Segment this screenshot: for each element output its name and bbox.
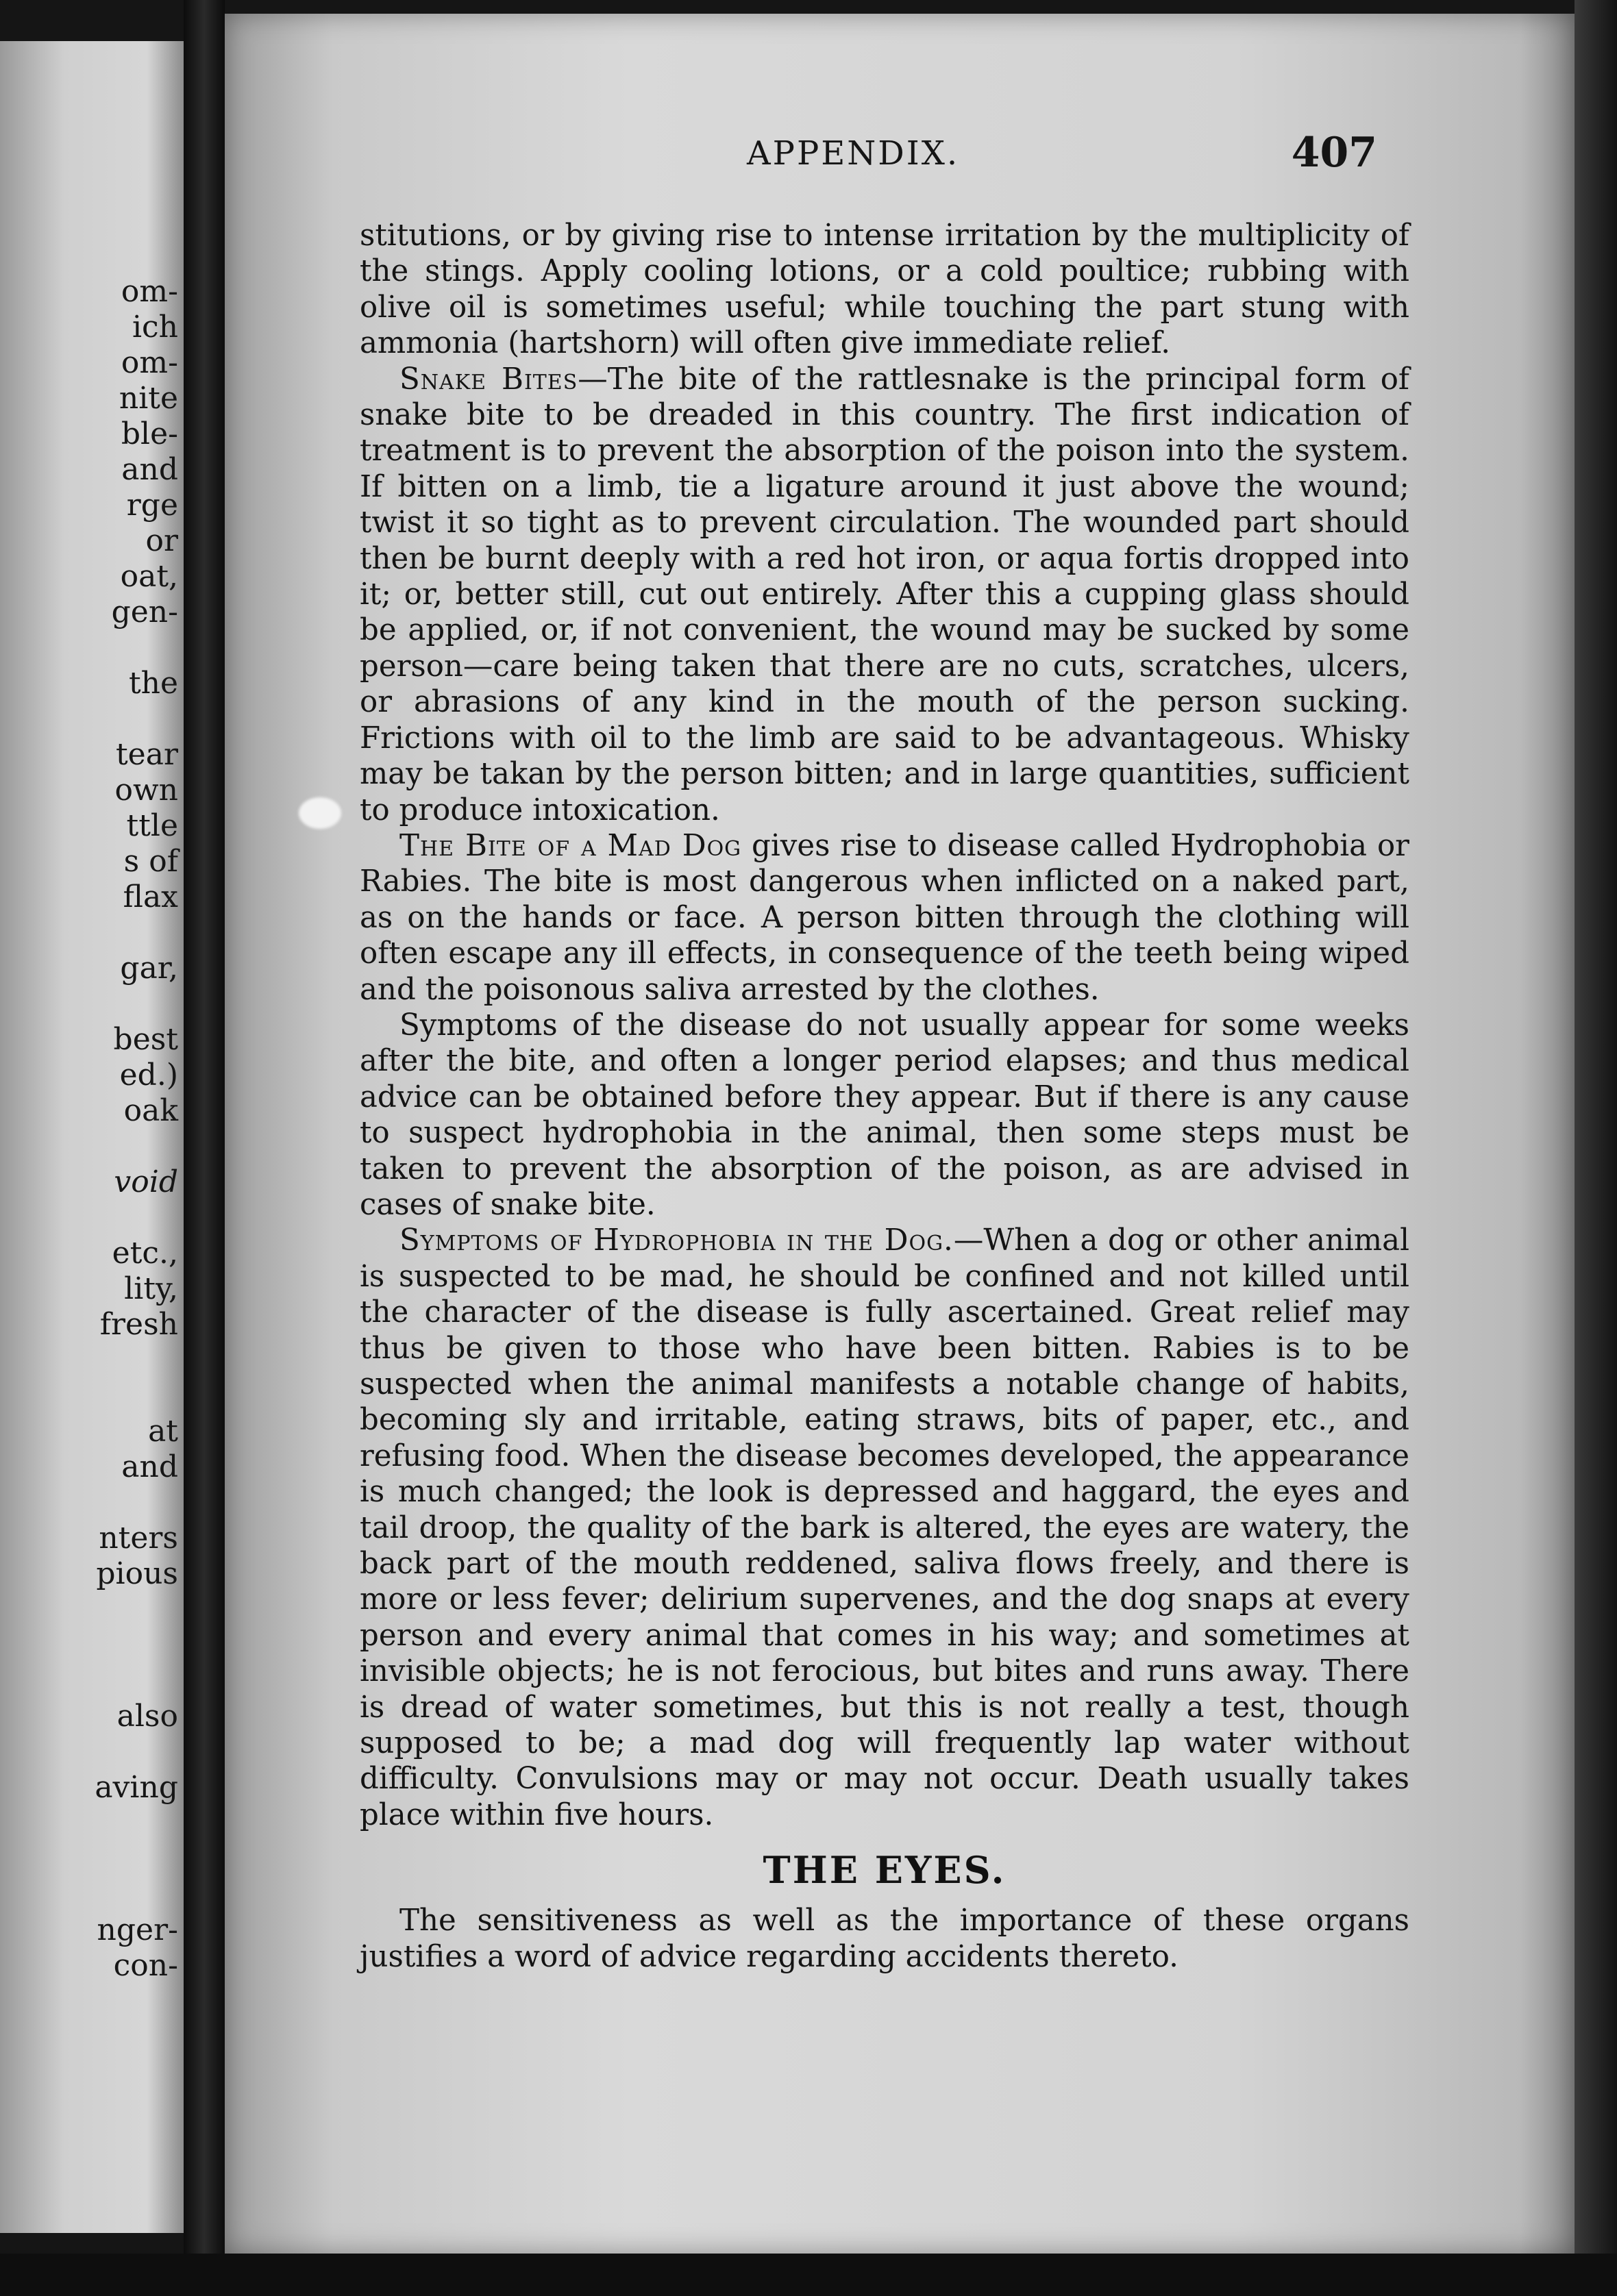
left-page-fragment: aving	[95, 1770, 178, 1805]
left-page-fragment: own	[114, 773, 178, 808]
bottom-page-edge	[0, 2254, 1617, 2296]
hydrophobia-heading: Symptoms of Hydrophobia in the Dog.	[399, 1223, 954, 1258]
paragraph-insect-stings: stitutions, or by giving rise to intense irritation by the multiplicity of the stings. Apply cooling lotions, or a cold poultice; rubbing with olive oil is sometimes useful; while touching the part stung with ammonia (hartshorn) will often give immediate relief.	[360, 219, 1409, 361]
left-page-fragment: om-	[121, 274, 178, 309]
left-page-fragment: ed.)	[119, 1058, 178, 1093]
left-page-fragment: con-	[113, 1948, 178, 1983]
paper-stain	[299, 797, 341, 829]
left-page-fragment: ble-	[121, 416, 178, 451]
page-text	[360, 218, 1409, 1975]
paragraph-eyes: The sensitiveness as well as the importance of these organs justifies a word of advice regarding accidents thereto.	[360, 1904, 1409, 1974]
left-page-fragment: ich	[132, 310, 178, 345]
mad-dog-text: gives rise to disease called Hydrophobia or Rabies. The bite is most dangerous when inflicted on a naked part, as on the hands or face. A person bitten through the clothing will often escape any ill effects, in consequence of the teeth being wiped and the poisonous saliva arrested by the clothes.	[360, 828, 1409, 1007]
paragraph-hydrophobia-dog	[360, 1223, 1409, 1833]
left-page-fragment: nite	[119, 381, 178, 416]
right-page-edge	[1575, 0, 1617, 2296]
left-page-fragment: void	[114, 1164, 178, 1199]
page-number: 407	[1291, 129, 1377, 177]
left-page-fragment: or	[145, 523, 178, 558]
left-page-fragment: gar,	[120, 951, 178, 986]
left-page-fragment: tear	[116, 737, 178, 772]
snake-bites-heading: Snake Bites	[399, 362, 578, 397]
paragraph-snake-bites	[360, 362, 1409, 828]
left-page-fragment: ttle	[126, 808, 178, 843]
left-page-fragment: pious	[96, 1556, 178, 1591]
left-page-fragment: rge	[126, 488, 178, 523]
snake-bites-text: —The bite of the rattlesnake is the principal form of snake bite to be dreaded in this country. The first indication of treatment is to prevent the absorption of the poison into the system. If bitten on a limb, tie a ligature around it just above the wound; twist it so tight as to prevent circulation. The wounded part should then be burnt deeply with a red hot iron, or aqua fortis dropped into it; or, better still, cut out entirely. After this a cupping glass should be applied, or, if not convenient, the wound may be sucked by some person—care being taken that there are no cuts, scratches, ulcers, or abrasions of any kind in the mouth of the person sucking. Frictions with oil to the limb are said to be advantageous. Whisky may be takan by the person bitten; and in large quantities, sufficient to produce intoxication.	[360, 362, 1409, 827]
left-page-fragment: and	[121, 452, 178, 487]
hydrophobia-text: —When a dog or other animal is suspected to be mad, he should be confined and not killed until the character of the disease is fully ascertained. Great relief may thus be given to those who have been bitten. Rabies is to be suspected when the animal manifests a notable change of habits, becoming sly and irritable, eating straws, bits of paper, etc., and refusing food. When the disease becomes developed, the appearance is much changed; the look is depressed and haggard, the eyes and tail droop, the quality of the bark is altered, the eyes are watery, the back part of the mouth reddened, saliva flows freely, and there is more or less fever; delirium supervenes, and the dog snaps at every person and every animal that comes in his way; and sometimes at invisible objects; he is not ferocious, but bites and runs away. There is dread of water sometimes, but this is not really a test, though supposed to be; a mad dog will frequently lap water without difficulty. Convulsions may or may not occur. Death usually takes place within five hours.	[360, 1223, 1410, 1832]
left-page-fragment: oat,	[120, 559, 178, 594]
left-page-fragment: nters	[99, 1521, 178, 1556]
left-page-fragment: best	[113, 1022, 178, 1057]
left-page-fragment: fresh	[99, 1307, 178, 1342]
left-page-fragment: om-	[121, 345, 178, 380]
left-page-fragment: the	[128, 666, 178, 701]
left-page-fragment: etc.,	[112, 1236, 178, 1271]
page-header	[747, 129, 1377, 182]
left-page-fragment: flax	[123, 879, 178, 914]
left-page-fragment: s of	[123, 844, 178, 879]
left-page-fragment: lity,	[124, 1271, 178, 1306]
left-page-fragment: at	[148, 1414, 178, 1449]
book-gutter	[184, 0, 225, 2296]
left-page-fragment: nger-	[97, 1912, 178, 1947]
running-head: APPENDIX.	[747, 134, 960, 173]
left-page-fragment: also	[116, 1699, 178, 1734]
paragraph-symptoms: Symptoms of the disease do not usually appear for some weeks after the bite, and often a longer period elapses; and thus medical advice can be obtained before they appear. But if there is any cause to suspect hydrophobia in the animal, then some steps must be taken to prevent the absorption of the poison, as are advised in cases of snake bite.	[360, 1008, 1409, 1222]
paragraph-mad-dog	[360, 828, 1409, 1008]
left-page-fragment: and	[121, 1449, 178, 1484]
left-page-fragment: gen-	[111, 595, 178, 629]
mad-dog-heading: The Bite of a Mad Dog	[399, 828, 742, 863]
left-facing-page	[0, 41, 184, 2233]
left-page-fragment: oak	[123, 1093, 178, 1128]
section-title-eyes: THE EYES.	[763, 1848, 1007, 1893]
